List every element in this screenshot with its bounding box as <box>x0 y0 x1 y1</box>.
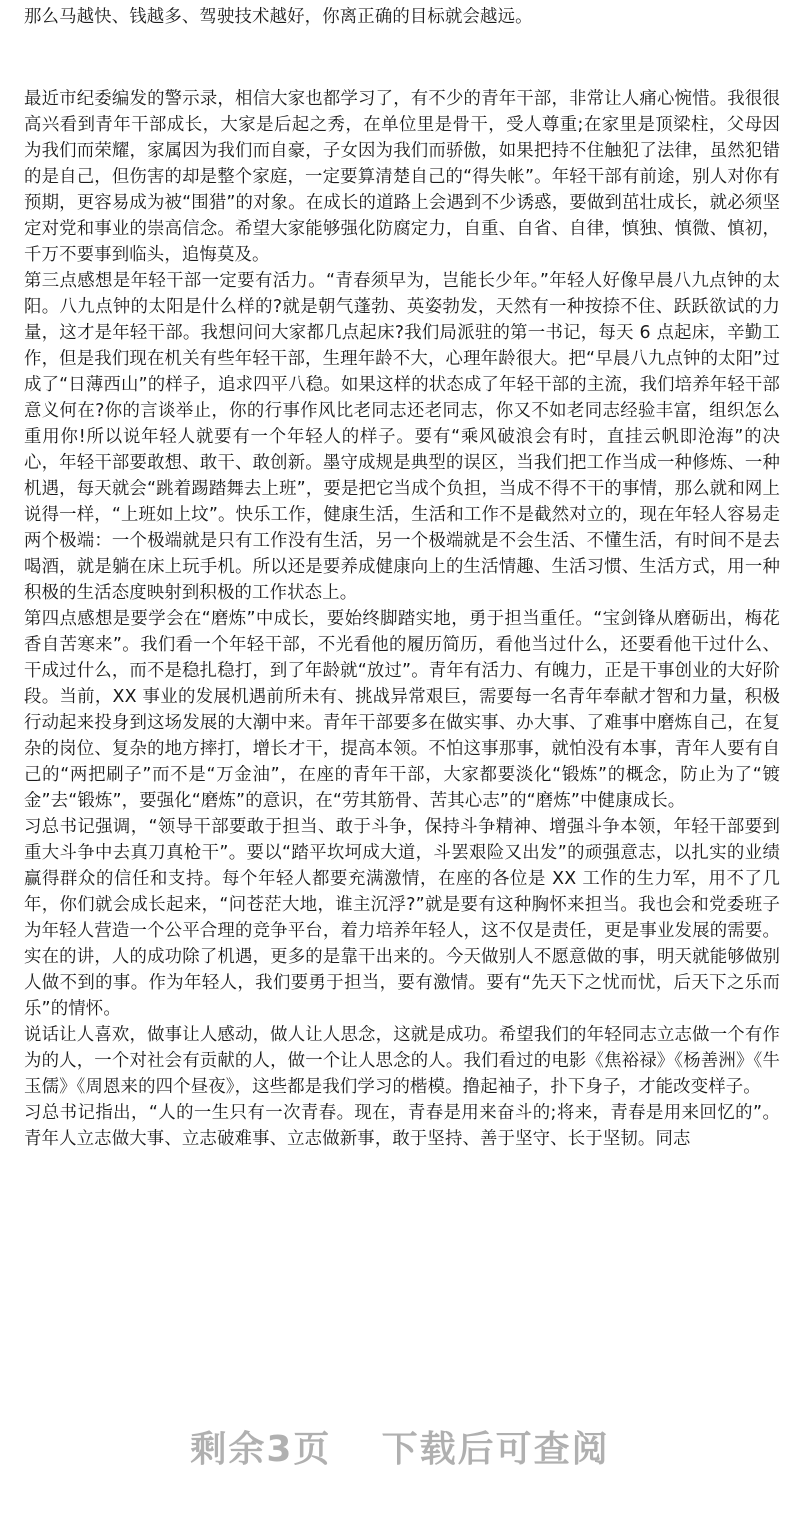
main-text <box>24 86 780 1152</box>
paragraph-3: 第四点感想是要学会在“磨炼”中成长，要始终脚踏实地，勇于担当重任。“宝剑锋从磨砺出，梅花香自苦寒来”。我们看一个年轻干部，不光看他的履历简历，看他当过什么，还要看他干过什么、干成过什么，而不是稳扎稳打，到了年龄就“放过”。青年有活力、有魄力，正是干事创业的大好阶段。当前，XX 事业的发展机遇前所未有、挑战异常艰巨，需要每一名青年奉献才智和力量，积极行动起来投身到这场发展的大潮中来。青年干部要多在做实事、办大事、了难事中磨炼自己，在复杂的岗位、复杂的地方摔打，增长才干，提高本领。不怕这事那事，就怕没有本事，青年人要有自己的“两把刷子”而不是“万金油”，在座的青年干部，大家都要淡化“锻炼”的概念，防止为了“镀金”去“锻炼”，要强化“磨炼”的意识，在“劳其筋骨、苦其心志”的“磨炼”中健康成长。 <box>24 609 780 811</box>
download-prompt[interactable] <box>0 1420 800 1480</box>
paragraph-4: 习总书记强调，“领导干部要敢于担当、敢于斗争，保持斗争精神、增强斗争本领，年轻干部要到重大斗争中去真刀真枪干”。要以“踏平坎坷成大道，斗罢艰险又出发”的顽强意志，以扎实的业绩赢得群众的信任和支持。每个年轻人都要充满激情，在座的各位是 XX 工作的生力军，用不了几年，你们就会成长起来，“问苍茫大地，谁主沉浮?”就是要有这种胸怀来担当。我也会和党委班子为年轻人营造一个公平合理的竞争平台，着力培养年轻人，这不仅是责任，更是事业发展的需要。实在的讲，人的成功除了机遇，更多的是靠干出来的。今天做别人不愿意做的事，明天就能够做别人做不到的事。作为年轻人，我们要勇于担当，要有激情。要有“先天下之忧而忧，后天下之乐而乐”的情怀。 <box>24 817 780 1019</box>
fragment-text <box>24 0 708 30</box>
remaining-pages-text: 剩余3页 <box>190 1429 332 1470</box>
paragraph-1: 最近市纪委编发的警示录，相信大家也都学习了，有不少的青年干部，非常让人痛心惋惜。我很很高兴看到青年干部成长，大家是后起之秀，在单位里是骨干，受人尊重;在家里是顶梁柱，父母因为我们而荣耀，家属因为我们而自豪，子女因为我们而骄傲，如果把持不住触犯了法律，虽然犯错的是自己，但伤害的却是整个家庭，一定要算清楚自己的“得失帐”。年轻干部有前途，别人对你有预期，更容易成为被“围猎”的对象。在成长的道路上会遇到不少诱惑，要做到茁壮成长，就必须坚定对党和事业的崇高信念。希望大家能够强化防腐定力，自重、自省、自律，慎独、慎微、慎初，千万不要事到临头，追悔莫及。 <box>24 89 780 265</box>
top-fragment <box>24 0 780 34</box>
paragraph-6: 习总书记指出，“人的一生只有一次青春。现在，青春是用来奋斗的;将来，青春是用来回忆的”。青年人立志做大事、立志破难事、立志做新事，敢于坚持、善于坚守、长于坚韧。同志 <box>24 1103 780 1149</box>
paragraph-5: 说话让人喜欢，做事让人感动，做人让人思念，这就是成功。希望我们的年轻同志立志做一个有作为的人，一个对社会有贡献的人，做一个让人思念的人。我们看过的电影《焦裕禄》《杨善洲》《牛玉儒》《周恩来的四个昼夜》，这些都是我们学习的楷模。撸起袖子，扑下身子，才能改变样子。 <box>24 1025 780 1097</box>
paragraph-2: 第三点感想是年轻干部一定要有活力。“青春须早为，岂能长少年。”年轻人好像早晨八九点钟的太阳。八九点钟的太阳是什么样的?就是朝气蓬勃、英姿勃发，天然有一种按捺不住、跃跃欲试的力量，这才是年轻干部。我想问问大家都几点起床?我们局派驻的第一书记，每天 6 点起床，辛勤工作，但是我们现在机关有些年轻干部，生理年龄不大，心理年龄很大。把“早晨八九点钟的太阳”过成了“日薄西山”的样子，追求四平八稳。如果这样的状态成了年轻干部的主流，我们培养年轻干部意义何在?你的言谈举止，你的行事作风比老同志还老同志，你又不如老同志经验丰富，组织怎么重用你!所以说年轻人就要有一个年轻人的样子。要有“乘风破浪会有时，直挂云帆即沧海”的决心，年轻干部要敢想、敢干、敢创新。墨守成规是典型的误区，当我们把工作当成一种修炼、一种机遇，每天就会“跳着踢踏舞去上班”，要是把它当成个负担，当成不得不干的事情，那么就和网上说得一样，“上班如上坟”。快乐工作，健康生活，生活和工作不是截然对立的，现在年轻人容易走两个极端：一个极端就是只有工作没有生活，另一个极端就是不会生活、不懂生活，有时间不是去喝酒，就是躺在床上玩手机。所以还是要养成健康向上的生活情趣、生活习惯、生活方式，用一种积极的生活态度映射到积极的工作状态上。 <box>24 271 780 603</box>
fragment-line-1 <box>24 0 708 1</box>
fragment-line-2: 那么马越快、钱越多、驾驶技术越好，你离正确的目标就会越远。 <box>24 7 533 27</box>
download-to-read-text: 下载后可查阅 <box>381 1429 610 1470</box>
document-body <box>24 0 780 1152</box>
